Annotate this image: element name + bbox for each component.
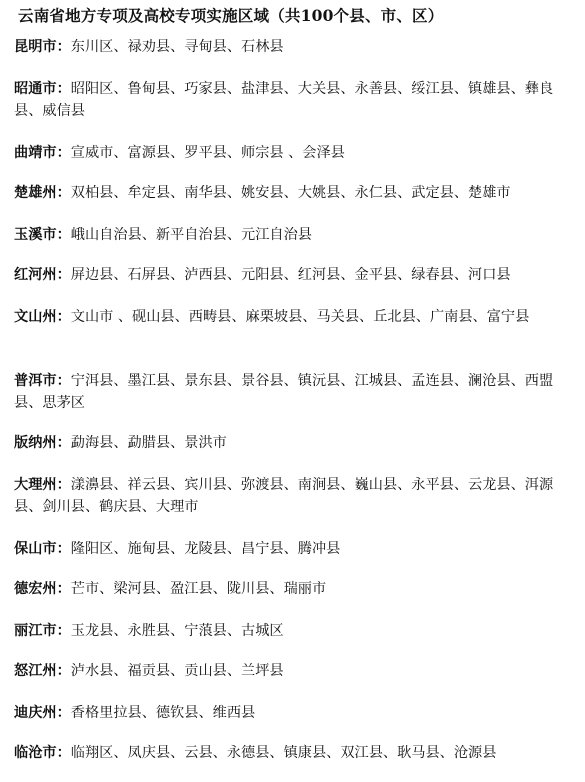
region-county-list: 双柏县、牟定县、南华县、姚安县、大姚县、永仁县、武定县、楚雄市 [70,185,511,201]
region-dehong [14,578,572,600]
region-chuxiong [14,182,572,204]
region-name: 丽江市： [14,623,71,639]
region-zhaotong [14,78,572,122]
region-name: 楚雄州： [14,185,71,201]
region-name: 红河州： [14,267,71,283]
region-county-list: 玉龙县、永胜县、宁蒗县、古城区 [70,623,284,639]
region-qujing [14,142,572,164]
region-county-list: 香格里拉县、德钦县、维西县 [70,705,256,721]
region-name: 版纳州： [14,435,71,451]
region-county-list: 文山市 、砚山县、西畴县、麻栗坡县、马关县、丘北县、广南县、富宁县 [70,309,530,325]
region-name: 德宏州： [14,581,71,597]
region-name: 文山州： [14,309,71,325]
region-lincang [14,742,572,764]
region-xishuangbanna [14,432,572,454]
region-county-list: 漾濞县、祥云县、宾川县、弥渡县、南涧县、巍山县、永平县、云龙县、洱源县、剑川县、鹤庆县、大理市 [14,477,554,515]
region-baoshan [14,538,572,560]
region-county-list: 隆阳区、施甸县、龙陵县、昌宁县、腾冲县 [70,541,341,557]
region-name: 普洱市： [14,373,71,389]
region-county-list: 宣威市、富源县、罗平县、师宗县 、会泽县 [70,145,345,161]
region-county-list: 泸水县、福贡县、贡山县、兰坪县 [70,663,284,679]
region-name: 保山市： [14,541,71,557]
document-title: 云南省地方专项及高校专项实施区域（共100个县、市、区） [18,6,444,25]
region-wenshan [14,306,572,328]
region-name: 怒江州： [14,663,71,679]
region-county-list: 屏边县、石屏县、泸西县、元阳县、红河县、金平县、绿春县、河口县 [70,267,511,283]
region-county-list: 东川区、禄劝县、寻甸县、石林县 [70,39,284,55]
region-name: 玉溪市： [14,227,71,243]
region-county-list: 临翔区、凤庆县、云县、永德县、镇康县、双江县、耿马县、沧源县 [70,745,497,761]
region-yuxi [14,224,572,246]
region-nujiang [14,660,572,682]
region-lijiang [14,620,572,642]
region-name: 曲靖市： [14,145,71,161]
region-county-list: 峨山自治县、新平自治县、元江自治县 [70,227,312,243]
region-county-list: 宁洱县、墨江县、景东县、景谷县、镇沅县、江城县、孟连县、澜沧县、西盟县、思茅区 [14,373,554,411]
region-name: 大理州： [14,477,71,493]
region-name: 临沧市： [14,745,71,761]
region-county-list: 芒市、梁河县、盈江县、陇川县、瑞丽市 [70,581,327,597]
region-name: 昆明市： [14,39,71,55]
region-dali [14,474,572,518]
region-name: 迪庆州： [14,705,71,721]
region-diqing [14,702,572,724]
region-name: 昭通市： [14,81,71,97]
region-honghe [14,264,572,286]
region-county-list: 昭阳区、鲁甸县、巧家县、盐津县、大关县、永善县、绥江县、镇雄县、彝良县、威信县 [14,81,554,119]
region-county-list: 勐海县、勐腊县、景洪市 [70,435,227,451]
region-puer [14,370,572,414]
region-kunming [14,36,572,58]
